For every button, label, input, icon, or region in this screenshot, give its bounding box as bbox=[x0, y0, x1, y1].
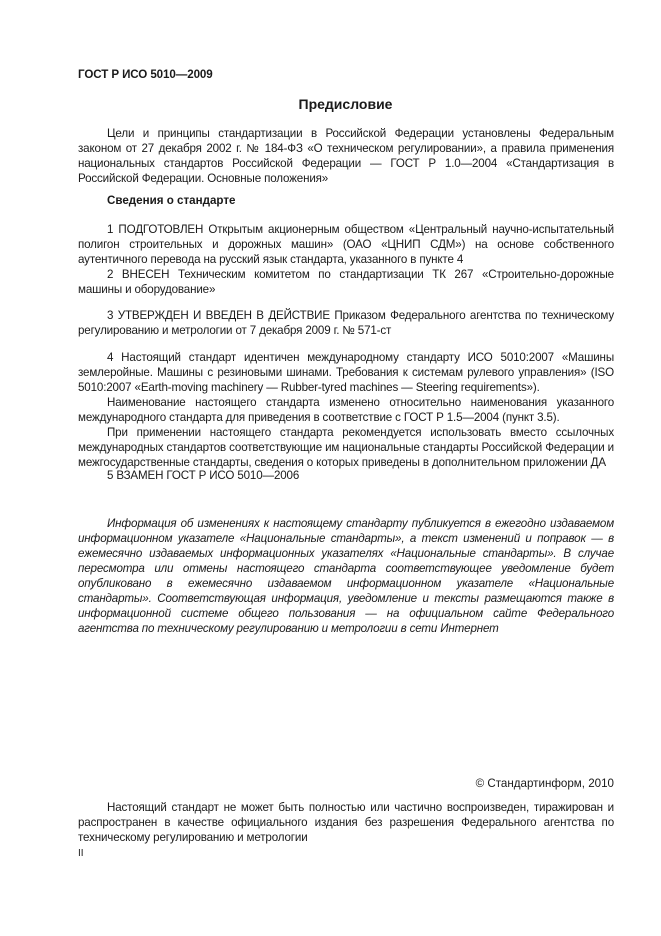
item-2-block bbox=[78, 267, 614, 297]
item-4-references-note: При применении настоящего стандарта рекомендуется использовать вместо ссылочных международных стандартов соответствующие им национальные стандарты Российской Федерации и межгосударственные стандарты, сведения о которых приведены в дополнительном приложении ДА bbox=[78, 426, 614, 469]
item-4-block bbox=[78, 350, 614, 470]
changes-notice-paragraph: Информация об изменениях к настоящему стандарту публикуется в ежегодно издаваемом информационном указателе «Национальные стандарты», а текст изменений и поправок — в ежемесячно издаваемых информационных указателях «Национальные стандарты». В случае пересмотра или отмены настоящего стандарта соответствующее уведомление будет опубликовано в ежемесячно издаваемом информационном указателе «Национальные стандарты». Соответствующая информация, уведомление и тексты размещаются также в информационной системе общего пользования — на официальном сайте Федерального агентства по техническому регулированию и метрологии в сети Интернет bbox=[78, 517, 614, 635]
item-1-prepared: 1 ПОДГОТОВЛЕН Открытым акционерным обществом «Центральный научно-испытательный полигон строительных и дорожных машин» (ОАО «ЦНИП СДМ») на основе собственного аутентичного перевода на русский язык стандарта, указанного в пункте 4 bbox=[78, 223, 614, 266]
intro-paragraph: Цели и принципы стандартизации в Российской Федерации установлены Федеральным законом от 27 декабря 2002 г. № 184-ФЗ «О техническом регулировании», а правила применения национальных стандартов Российской Федерации — ГОСТ Р 1.0—2004 «Стандартизация в Российской Федерации. Основные положения» bbox=[78, 127, 614, 185]
document-code-header: ГОСТ Р ИСО 5010—2009 bbox=[78, 68, 213, 81]
page-number: II bbox=[78, 848, 84, 859]
item-4-identical: 4 Настоящий стандарт идентичен международному стандарту ИСО 5010:2007 «Машины землеройные. Машины с резиновыми шинами. Требования к системам рулевого управления» (ISO 5010:2007 «Earth-moving machinery — Rubber-tyred machines — Steering requirements»). bbox=[78, 351, 614, 394]
reproduction-notice-paragraph: Настоящий стандарт не может быть полностью или частично воспроизведен, тиражирован и распространен в качестве официального издания без разрешения Федерального агентства по техническому регулированию и метрологии bbox=[78, 801, 614, 844]
notice-block bbox=[78, 516, 614, 636]
item-5-replaces: 5 ВЗАМЕН ГОСТ Р ИСО 5010—2006 bbox=[107, 469, 300, 482]
item-5-block bbox=[78, 468, 614, 483]
reproduction-notice-block bbox=[78, 800, 614, 845]
item-1-block bbox=[78, 222, 614, 267]
copyright-line: © Стандартинформ, 2010 bbox=[475, 777, 614, 790]
item-3-block bbox=[78, 308, 614, 338]
item-3-approved: 3 УТВЕРЖДЕН И ВВЕДЕН В ДЕЙСТВИЕ Приказом Федерального агентства по техническому регулированию и метрологии от 7 декабря 2009 г. № 571-ст bbox=[78, 309, 614, 337]
item-4-name-note: Наименование настоящего стандарта изменено относительно наименования указанного международного стандарта для приведения в соответствие с ГОСТ Р 1.5—2004 (пункт 3.5). bbox=[78, 396, 614, 424]
section-heading: Сведения о стандарте bbox=[107, 194, 236, 207]
intro-paragraph-block bbox=[78, 126, 614, 186]
page-title: Предисловие bbox=[298, 96, 393, 112]
item-2-introduced: 2 ВНЕСЕН Техническим комитетом по стандартизации ТК 267 «Строительно-дорожные машины и оборудование» bbox=[78, 268, 614, 296]
